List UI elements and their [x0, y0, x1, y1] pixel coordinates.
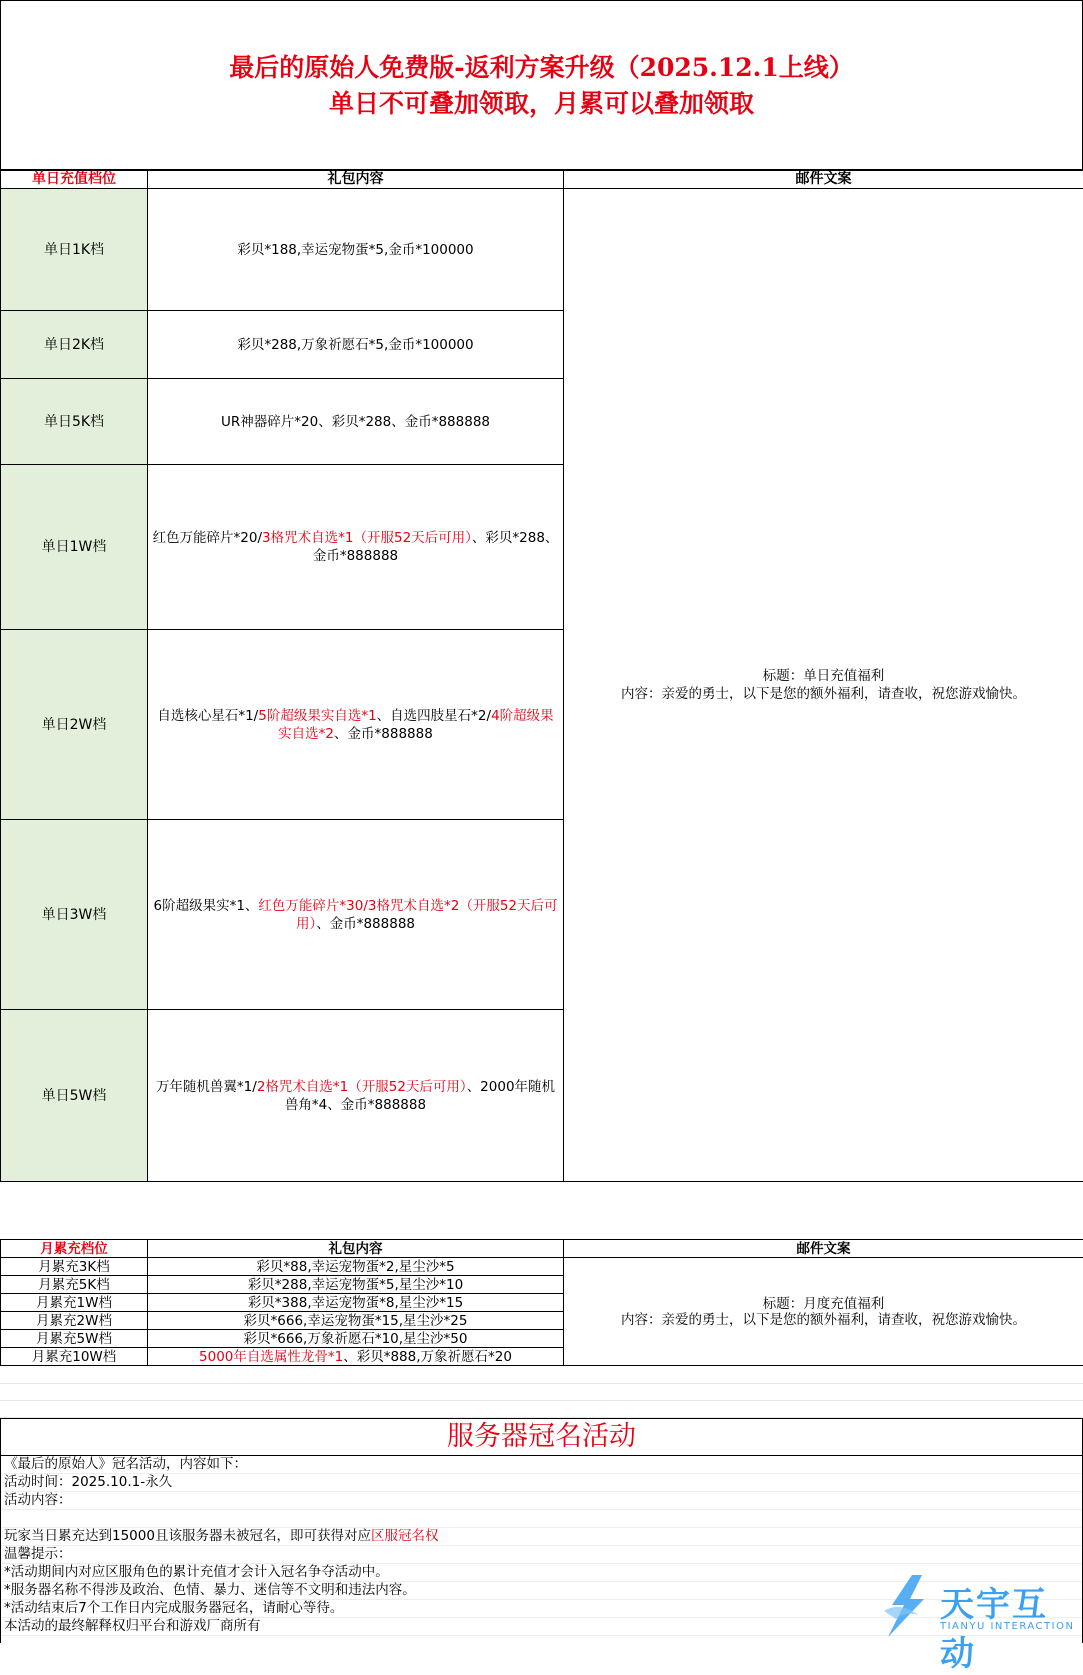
- monthly-recharge-table: [0, 1239, 1083, 1366]
- spacer-rows: [0, 1367, 1083, 1417]
- server-time: 活动时间：2025.10.1-永久: [1, 1474, 1082, 1492]
- gift-text: 万年随机兽翼*1/: [156, 1079, 257, 1095]
- gift-text: 彩贝*288,幸运宠物蛋*5,星尘沙*10: [248, 1277, 463, 1293]
- tier-cell: 单日5K档: [1, 379, 148, 465]
- table-row: [1, 189, 1083, 311]
- header-mail: 邮件文案: [564, 170, 1083, 189]
- header-gift: 礼包内容: [148, 170, 564, 189]
- gift-cell: [148, 1348, 564, 1366]
- gift-cell: [148, 465, 564, 630]
- header-monthly-tier: 月累充档位: [1, 1240, 148, 1258]
- mail-cell: [564, 1258, 1083, 1366]
- server-intro: 《最后的原始人》冠名活动，内容如下：: [1, 1456, 1082, 1474]
- gift-text: 彩贝*188,幸运宠物蛋*5,金币*100000: [237, 242, 473, 258]
- server-tip: *服务器名称不得涉及政治、色情、暴力、迷信等不文明和违法内容。: [1, 1582, 1082, 1600]
- mail-cell: [564, 189, 1083, 1182]
- tier-cell: 月累充1W档: [1, 1294, 148, 1312]
- header-mail: 邮件文案: [564, 1240, 1083, 1258]
- gift-highlight: 红色万能碎片*30/3格咒术自选*2（开服52天后可用）: [258, 898, 557, 932]
- gift-highlight: 3格咒术自选*1（开服52天后可用）: [262, 530, 472, 546]
- server-tip: *活动期间内对应区服角色的累计充值才会计入冠名争夺活动中。: [1, 1564, 1082, 1582]
- gift-highlight: 5000年自选属性龙骨*1: [199, 1349, 343, 1365]
- tier-cell: 单日1W档: [1, 465, 148, 630]
- gift-highlight: 4阶超级果实自选*2: [278, 708, 553, 742]
- gift-text: 彩贝*88,幸运宠物蛋*2,星尘沙*5: [256, 1259, 454, 1275]
- tier-cell: 月累充3K档: [1, 1258, 148, 1276]
- gift-cell: [148, 820, 564, 1010]
- gift-text: 彩贝*666,幸运宠物蛋*15,星尘沙*25: [244, 1313, 468, 1329]
- gift-highlight: 5阶超级果实自选*1: [258, 708, 376, 724]
- gift-text: 、彩贝*288、金币*888888: [313, 530, 559, 564]
- gift-cell: [148, 1258, 564, 1276]
- gift-text: 自选核心星石*1/: [157, 708, 258, 724]
- gift-cell: [148, 1276, 564, 1294]
- gift-cell: [148, 1294, 564, 1312]
- gift-highlight: 2格咒术自选*1（开服52天后可用）: [257, 1079, 467, 1095]
- header-daily-tier: 单日充值档位: [1, 170, 148, 189]
- title-banner: [0, 0, 1083, 171]
- mail-content: 内容：亲爱的勇士，以下是您的额外福利，请查收，祝您游戏愉快。: [566, 685, 1081, 703]
- server-tips-label: 温馨提示：: [1, 1546, 1082, 1564]
- gift-text: 彩贝*666,万象祈愿石*10,星尘沙*50: [244, 1331, 468, 1347]
- tier-cell: 月累充5W档: [1, 1330, 148, 1348]
- gift-cell: [148, 379, 564, 465]
- logo-subtext: TIANYU INTERACTION: [940, 1621, 1074, 1632]
- tier-cell: 单日1K档: [1, 189, 148, 311]
- main-title: 最后的原始人免费版-返利方案升级（2025.12.1上线）: [229, 50, 854, 86]
- sub-title: 单日不可叠加领取，月累可以叠加领取: [329, 86, 754, 122]
- gift-cell: [148, 311, 564, 379]
- gift-cell: [148, 630, 564, 820]
- server-title: 服务器冠名活动: [1, 1419, 1082, 1456]
- logo-text: 天宇互动: [940, 1577, 1078, 1675]
- server-rule: [1, 1528, 1082, 1546]
- tier-cell: 单日5W档: [1, 1010, 148, 1182]
- gift-text: 、自选四肢星石*2/: [377, 708, 491, 724]
- gift-text: 、彩贝*888,万象祈愿石*20: [343, 1349, 512, 1365]
- gift-cell: [148, 189, 564, 311]
- gift-text: 彩贝*388,幸运宠物蛋*8,星尘沙*15: [248, 1295, 463, 1311]
- tier-cell: 月累充5K档: [1, 1276, 148, 1294]
- mail-title: 标题：单日充值福利: [566, 667, 1081, 685]
- gift-cell: [148, 1010, 564, 1182]
- server-tip: 本活动的最终解释权归平台和游戏厂商所有: [1, 1618, 1082, 1636]
- gift-text: 、金币*888888: [334, 726, 433, 742]
- gift-cell: [148, 1312, 564, 1330]
- gift-text: 红色万能碎片*20/: [153, 530, 262, 546]
- header-gift: 礼包内容: [148, 1240, 564, 1258]
- blank-line: [1, 1510, 1082, 1528]
- server-tip: *活动结束后7个工作日内完成服务器冠名，请耐心等待。: [1, 1600, 1082, 1618]
- tier-cell: 月累充2W档: [1, 1312, 148, 1330]
- tier-cell: 单日3W档: [1, 820, 148, 1010]
- tier-cell: 单日2W档: [1, 630, 148, 820]
- gift-text: 、2000年随机兽角*4、金币*888888: [285, 1079, 555, 1113]
- tier-cell: 月累充10W档: [1, 1348, 148, 1366]
- gift-text: 、金币*888888: [316, 916, 415, 932]
- server-content-label: 活动内容：: [1, 1492, 1082, 1510]
- tier-cell: 单日2K档: [1, 311, 148, 379]
- tianyu-logo-icon: [878, 1571, 938, 1641]
- mail-title: 标题：月度充值福利: [566, 1296, 1081, 1312]
- gift-cell: [148, 1330, 564, 1348]
- server-rule-highlight: 区服冠名权: [371, 1528, 439, 1544]
- server-rule-text: 玩家当日累充达到15000且该服务器未被冠名，即可获得对应: [4, 1528, 371, 1544]
- gift-text: 彩贝*288,万象祈愿石*5,金币*100000: [237, 337, 473, 353]
- table-row: [1, 1258, 1083, 1276]
- gift-text: UR神器碎片*20、彩贝*288、金币*888888: [221, 414, 490, 430]
- server-naming-section: [0, 1418, 1083, 1643]
- daily-recharge-table: [0, 169, 1083, 1182]
- gift-text: 6阶超级果实*1、: [153, 898, 258, 914]
- mail-content: 内容：亲爱的勇士，以下是您的额外福利，请查收，祝您游戏愉快。: [566, 1312, 1081, 1328]
- tianyu-logo: [878, 1571, 1078, 1643]
